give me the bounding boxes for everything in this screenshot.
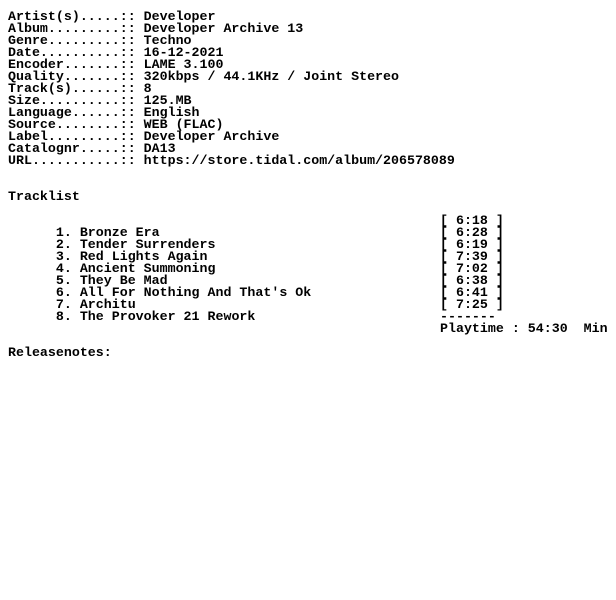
track-duration: [ 6:18 ]: [440, 213, 504, 228]
track-title: 8. The Provoker 21 Rework: [55, 309, 256, 324]
genre-line: Genre.........:: Techno: [8, 33, 192, 48]
spacer: [8, 203, 608, 215]
track-title: 2. Tender Surrenders: [55, 237, 216, 252]
release-info: [8, 11, 608, 167]
catalognr-line: Catalognr.....:: DA13: [8, 141, 176, 156]
date-line: Date..........:: 16-12-2021: [8, 45, 224, 60]
track-title: 5. They Be Mad: [55, 273, 168, 288]
track-title: 1. Bronze Era: [55, 225, 160, 240]
separator-line: -------: [440, 309, 496, 324]
playtime-total: Playtime : 54:30 Min: [440, 321, 608, 336]
track-duration: [ 7:25 ]: [440, 297, 504, 312]
track-duration: [ 6:28 ]: [440, 225, 504, 240]
size-line: Size..........:: 125.MB: [8, 93, 192, 108]
nfo-document: [8, 11, 608, 359]
track-duration: [ 7:02 ]: [440, 261, 504, 276]
language-line: Language......:: English: [8, 105, 200, 120]
track-title: 7. Architu: [55, 297, 136, 312]
releasenotes-label: Releasenotes:: [8, 345, 112, 360]
artist-line: Artist(s).....:: Developer: [8, 9, 216, 24]
tracks-count-line: Track(s)......:: 8: [8, 81, 152, 96]
url-line: URL...........:: https://store.tidal.com/album/206578089: [8, 153, 455, 168]
source-line: Source........:: WEB (FLAC): [8, 117, 224, 132]
track-row: [8, 297, 608, 324]
track-title: 6. All For Nothing And That's Ok: [55, 285, 312, 300]
track-title: 3. Red Lights Again: [55, 249, 208, 264]
track-duration: [ 6:19 ]: [440, 237, 504, 252]
track-duration: [ 6:38 ]: [440, 273, 504, 288]
track-duration: [ 6:41 ]: [440, 285, 504, 300]
tracklist: [8, 213, 608, 324]
encoder-line: Encoder.......:: LAME 3.100: [8, 57, 224, 72]
quality-line: Quality.......:: 320kbps / 44.1KHz / Joint Stereo: [8, 69, 399, 84]
spacer: [8, 167, 608, 179]
album-line: Album.........:: Developer Archive 13: [8, 21, 304, 36]
track-duration: [ 7:39 ]: [440, 249, 504, 264]
track-title: 4. Ancient Summoning: [55, 261, 216, 276]
spacer: [8, 179, 608, 191]
label-line: Label.........:: Developer Archive: [8, 129, 280, 144]
tracklist-title: Tracklist: [8, 189, 80, 204]
